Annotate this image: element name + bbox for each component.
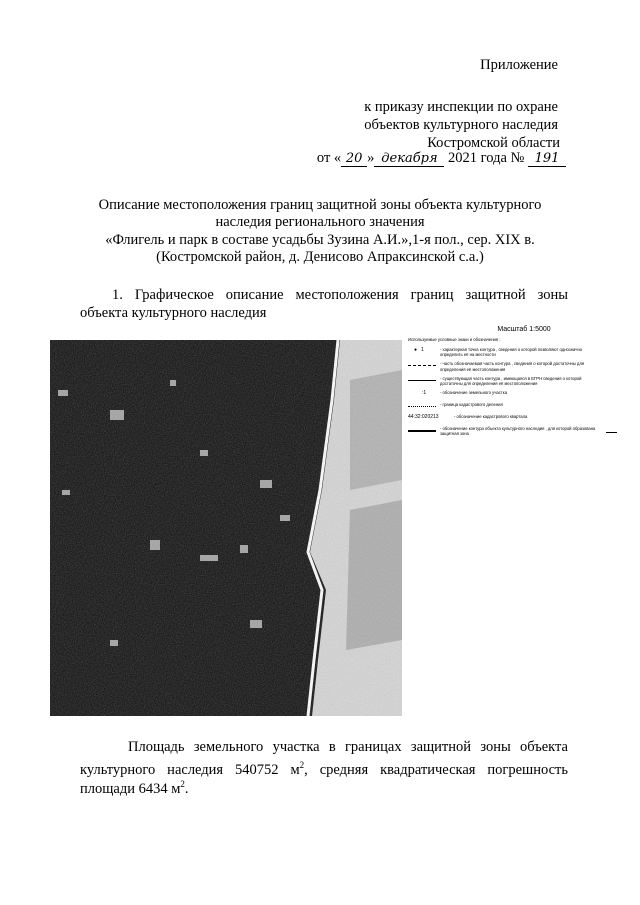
order-day: 20 — [341, 151, 367, 167]
order-prefix: от « — [316, 150, 342, 166]
area-value-text: культурного наследия 540752 м — [80, 761, 300, 778]
legend-item — [408, 402, 600, 410]
satellite-map — [50, 340, 402, 716]
legend-text: - характерная точка контура , сведения о которой позволяют однозначно определить её на местности — [440, 347, 583, 358]
order-ref-line-1: к приказу инспекции по охране — [364, 99, 558, 115]
legend-text: - обозначение кадастрового квартала — [454, 414, 528, 420]
map-scale: Масштаб 1:5000 — [497, 326, 551, 333]
legend-text: - обозначение земельного участка — [440, 390, 508, 396]
legend-text: - граница кадастрового деления — [440, 402, 503, 408]
order-number: 191 — [528, 151, 566, 167]
section1-line-2: объекта культурного наследия — [80, 305, 267, 321]
order-year: 2021 года № — [448, 150, 525, 166]
map-imagery — [50, 340, 402, 716]
parcel-label-icon: :1 — [422, 390, 427, 397]
cadastral-line-icon — [408, 402, 440, 410]
order-mid: » — [367, 150, 375, 166]
legend-item — [408, 347, 600, 357]
area-sup: 2 — [299, 760, 305, 770]
legend-text: - часть обозначаемая часть контура , сведения о которой достаточны для определения её местоположения — [440, 361, 585, 372]
area-error-text: , средняя квадратическая погрешность — [304, 761, 568, 778]
point-marker-icon: ● 1 — [414, 347, 424, 353]
appendix-label: Приложение — [480, 57, 558, 73]
legend-item — [408, 390, 600, 398]
legend-text: - существующая часть контура , имеющаяся в ЕГРН сведения о которой достаточны для определения её местоположения — [440, 375, 582, 387]
legend-dash-mark — [606, 432, 617, 433]
legend-item — [408, 361, 600, 371]
legend-item — [408, 376, 600, 386]
map-legend — [408, 326, 600, 441]
solid-line-icon — [408, 376, 440, 384]
section1-line-1: 1. Графическое описание местоположения границ защитной зоны — [112, 287, 568, 303]
area-line-1: Площадь земельного участка в границах защитной зоны объекта — [128, 739, 568, 755]
legend-text: - обозначение контура объекта культурного наследия , для которой образована защитная зона — [440, 426, 596, 437]
area-line-3 — [80, 776, 189, 798]
title-line-4: (Костромской район, д. Денисово Апраксинской с.а.) — [156, 249, 484, 265]
area-error-value: площади 6434 м — [80, 780, 181, 797]
order-date-line — [317, 150, 566, 167]
zone-line-icon — [408, 426, 440, 434]
title-line-1: Описание местоположения границ защитной зоны объекта культурного — [98, 197, 542, 213]
quarter-label-icon: 44:32:020213 — [408, 414, 439, 421]
legend-item — [408, 426, 600, 436]
title-line-3: «Флигель и парк в составе усадьбы Зузина А.И.»,1-я пол., сер. XIX в. — [105, 232, 535, 248]
title-line-2: наследия регионального значения — [215, 214, 425, 230]
legend-item — [408, 414, 600, 422]
area-period: . — [184, 780, 189, 797]
order-ref-line-3: Костромской области — [427, 135, 560, 151]
legend-heading: Используемые условные знаки и обозначения : — [408, 337, 501, 342]
dashed-line-icon — [408, 361, 440, 369]
area-error-sup: 2 — [180, 779, 185, 789]
order-month: декабря — [374, 151, 444, 167]
order-ref-line-2: объектов культурного наследия — [364, 117, 558, 133]
